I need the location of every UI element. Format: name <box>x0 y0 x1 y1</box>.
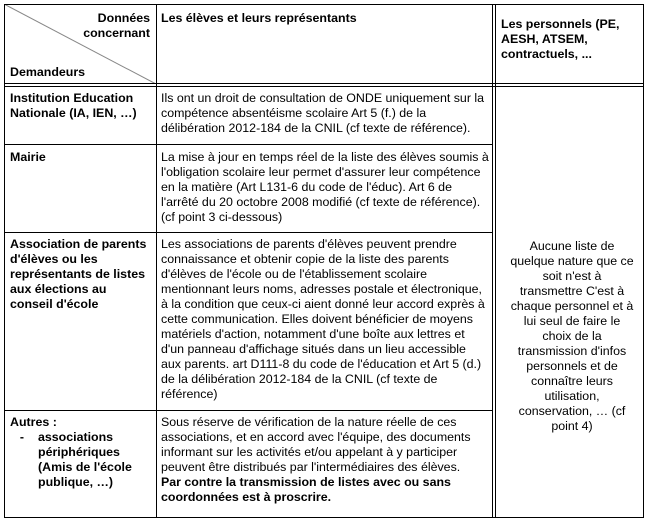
border-right <box>643 4 644 518</box>
data-sharing-table <box>4 4 644 518</box>
header-rule-b <box>4 86 644 87</box>
header-corner-top-line2: concernant <box>83 26 150 40</box>
row1-requester: Institution Education Nationale (IA, IEN, …) <box>10 91 137 120</box>
row-separator-2 <box>4 232 493 233</box>
row4-students-normal: Sous réserve de vérification de la nature réelle de ces associations, et en accord avec l'équipe, des documents informant sur les activités et/ou appelant à y participer peuvent être distribués par l'intermédiaires des élèves. <box>161 415 471 474</box>
border-left <box>4 4 5 518</box>
header-rule-a <box>4 83 644 84</box>
row4-students-bold: Par contre la transmission de listes avec ou sans coordonnées est à proscrire. <box>161 475 451 504</box>
row2-students: La mise à jour en temps réel de la liste des élèves soumis à l'obligation scolaire leur permet d'assurer leur compétence en la matière (Art L131-6 du code de l'éduc). Art 6 de l'arrêté du 20 octobre 2008 modifié (cf texte de référence). (cf point 3 ci-dessous) <box>161 150 489 224</box>
staff-merged-cell: Aucune liste de quelque nature que ce soit n'est à transmettre C'est à chaque personnel et à lui seul de faire le choix de la transmission d'infos personnels et de connaître leurs utilisation, conservation, … (cf point 4) <box>510 239 634 433</box>
header-staff: Les personnels (PE, AESH, ATSEM, contractuels, ... <box>501 17 620 61</box>
header-corner-top-line1: Données <box>97 11 150 25</box>
row1-students: Ils ont un droit de consultation de ONDE uniquement sur la compétence absentéisme scolaire Art 5 (f.) de la délibération 2012-184 de la CNIL (cf texte de référence). <box>161 91 485 135</box>
col-separator-1 <box>156 4 157 518</box>
border-top <box>4 4 644 5</box>
row-separator-3 <box>4 410 493 411</box>
row4-requester-item: associations périphériques (Amis de l'école publique, …) <box>38 430 132 489</box>
row3-requester: Association de parents d'élèves ou les représentants de listes aux élections au conseil d'école <box>10 237 147 311</box>
header-students: Les élèves et leurs représentants <box>161 11 357 25</box>
row4-requester-list-item <box>10 430 152 490</box>
row3-students: Les associations de parents d'élèves peuvent prendre connaissance et obtenir copie de la liste des parents d'élèves de l'école ou de l'établissement scolaire mentionnant leurs noms, adresses postale et électronique, à la condition que ceux-ci aient donné leur accord exprès à cette communication. Elles doivent bénéficier de moyens matériels d'action, notamment d'une boîte aux lettres et d'un panneau d'affichage situés dans un lieu accessible aux parents. art D111-8 du code de l'éducation et Art 5 (d.) de la délibération 2012-184 de la CNIL (cf texte de référence) <box>161 237 485 401</box>
col-separator-2b <box>495 4 496 518</box>
row4-requester-title: Autres : <box>10 415 57 429</box>
row-separator-1 <box>4 144 493 145</box>
header-corner-bottom: Demandeurs <box>10 65 86 79</box>
border-bottom <box>4 517 644 518</box>
row4-students <box>161 415 489 505</box>
row2-requester: Mairie <box>10 150 46 164</box>
row4-requester <box>10 415 152 490</box>
header-corner-top <box>4 11 150 41</box>
col-separator-2a <box>492 4 493 518</box>
row4-bullet: - <box>19 430 25 444</box>
